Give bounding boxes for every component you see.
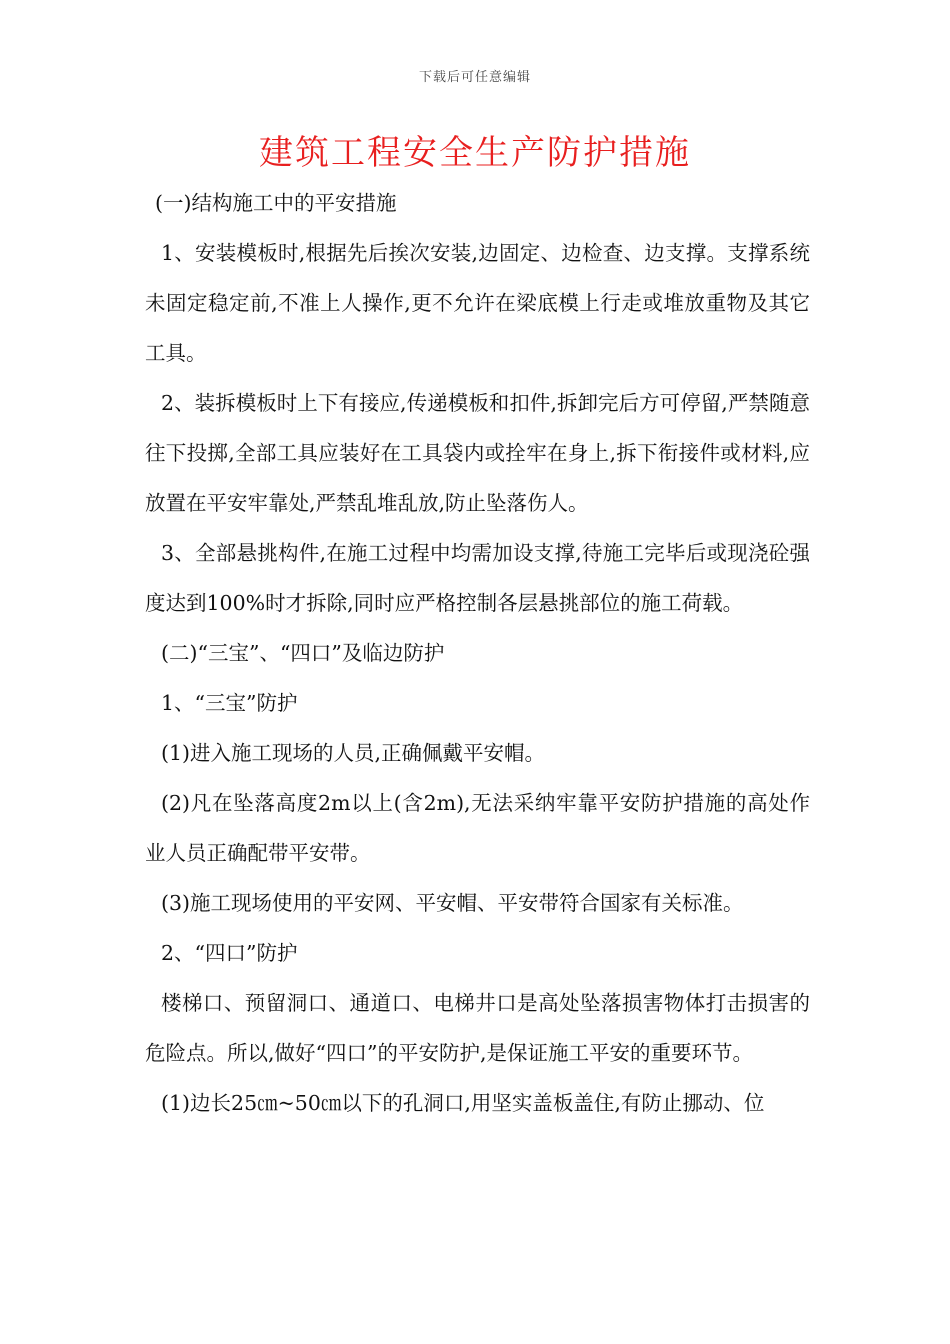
subsection-heading-2: 2、“四口”防护 (161, 941, 298, 965)
paragraph-3: 3、全部悬挑构件,在施工过程中均需加设支撑,待施工完毕后或现浇砼强度达到100%时才拆除,同时应严格控制各层悬挑部位的施工荷载。 (145, 541, 810, 615)
list-item-4: (1)边长25㎝~50㎝以下的孔洞口,用坚实盖板盖住,有防止挪动、位 (161, 1091, 765, 1115)
paragraph-2: 2、装拆模板时上下有接应,传递模板和扣件,拆卸完后方可停留,严禁随意往下投掷,全部工具应装好在工具袋内或拴牢在身上,拆下衔接件或材料,应放置在平安牢靠处,严禁乱堆乱放,防止坠落伤人。 (145, 391, 810, 515)
document-title: 建筑工程安全生产防护措施 (259, 133, 691, 173)
section-heading-2: (二)“三宝”、“四口”及临边防护 (161, 641, 445, 665)
paragraph-1: 1、安装模板时,根据先后挨次安装,边固定、边检查、边支撑。支撑系统未固定稳定前,不准上人操作,更不允许在梁底模上行走或堆放重物及其它工具。 (145, 241, 810, 365)
list-item-3: (3)施工现场使用的平安网、平安帽、平安带符合国家有关标准。 (161, 891, 744, 915)
paragraph-4: 楼梯口、预留洞口、通道口、电梯井口是高处坠落损害物体打击损害的危险点。所以,做好“四口”的平安防护,是保证施工平安的重要环节。 (145, 991, 810, 1065)
section-heading-1: (一)结构施工中的平安措施 (155, 191, 397, 215)
header-note: 下载后可任意编辑 (418, 70, 531, 85)
document-body (145, 178, 810, 1128)
list-item-2: (2)凡在坠落高度2m以上(含2m),无法采纳牢靠平安防护措施的高处作业人员正确配带平安带。 (145, 791, 810, 865)
list-item-1: (1)进入施工现场的人员,正确佩戴平安帽。 (161, 741, 546, 765)
subsection-heading-1: 1、“三宝”防护 (161, 691, 298, 715)
